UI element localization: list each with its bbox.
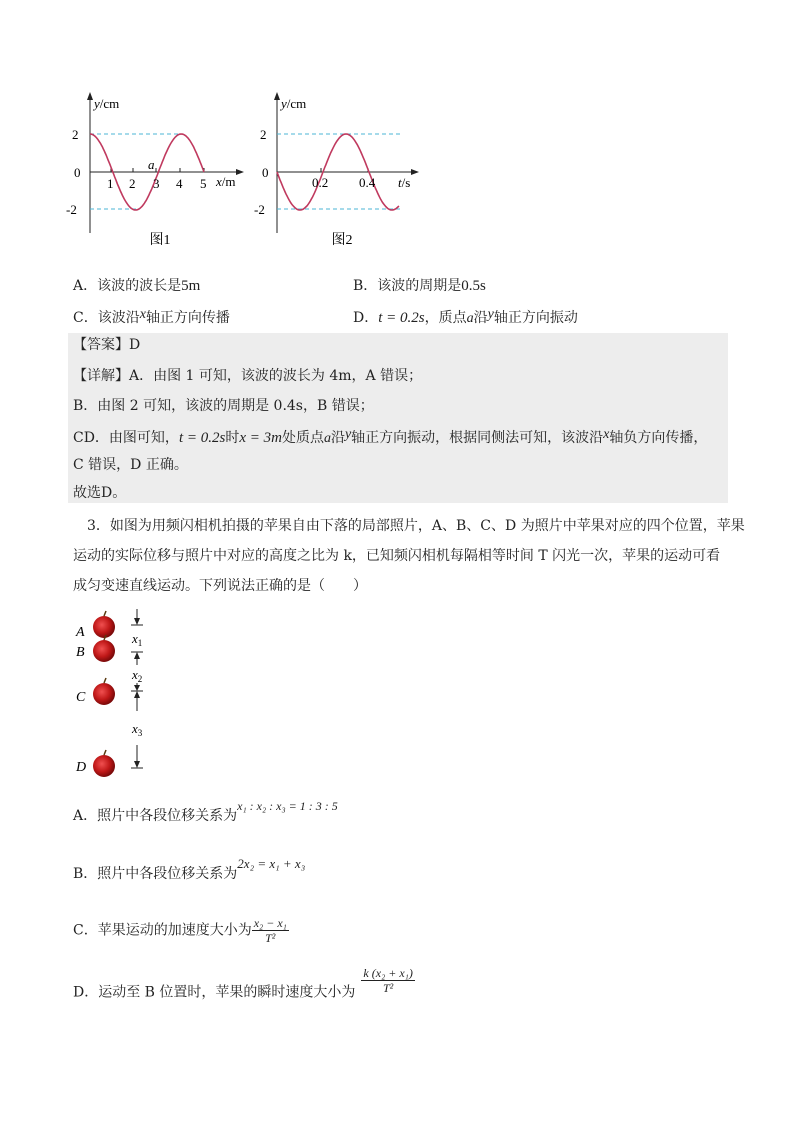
q3-option-c-denominator: T²: [265, 931, 276, 945]
q2-option-b-text: B．该波的周期是: [353, 278, 462, 294]
detail-3-xvar: x: [603, 427, 610, 442]
q3-option-a-formula: x₁ : x₂ : x₃ = 1 : 3 : 5: [237, 799, 338, 813]
label-x2: $x_2$: [132, 667, 143, 684]
q2-option-a: [73, 276, 200, 296]
figure-2: [250, 88, 450, 248]
fig2-ytick-2: 2: [260, 127, 267, 142]
fig1-ytick-0: 0: [74, 165, 81, 180]
fig1-y-arrow: [87, 92, 93, 100]
label-d: D: [76, 760, 87, 775]
fig2-x-arrow: [411, 169, 419, 175]
apple-a: [93, 611, 115, 638]
fig1-xtick-4: 4: [176, 176, 183, 191]
fig2-ytick-0: 0: [262, 165, 269, 180]
fig1-point-a: a: [148, 157, 155, 172]
q2-option-d-text1: ，质点: [424, 310, 467, 326]
fig2-caption: 图2: [331, 233, 353, 248]
q2-option-d-label: D．: [353, 310, 379, 326]
q2-option-a-value: 5m: [181, 278, 201, 294]
q3-option-b-formula: 2x₂ = x₁ + x₃: [237, 856, 306, 871]
q2-option-d-time: t = 0.2s: [378, 310, 425, 326]
detail-3-yvar: y: [344, 427, 352, 442]
apple-c: [93, 678, 115, 705]
label-x1: $x_1$: [132, 631, 143, 648]
detail-3-a: CD．由图可知，: [73, 430, 179, 446]
apple-b: [93, 635, 115, 662]
q3-option-c-text: C．苹果运动的加速度大小为: [73, 922, 252, 939]
q2-option-d-text2: 沿: [473, 310, 488, 326]
fig1-ytick-2: 2: [72, 127, 79, 142]
fig2-y-arrow: [274, 92, 280, 100]
fig1-xtick-1: 1: [107, 176, 114, 191]
q3-option-c: [73, 916, 289, 945]
detail-3-d: 沿: [330, 430, 345, 446]
q3-option-d-denominator: T²: [382, 981, 394, 995]
detail-3-e: 轴正方向振动，根据同侧法可知，该波沿: [351, 430, 604, 446]
label-x3: $x_3$: [132, 721, 143, 738]
detail-3-f: 轴负方向传播，: [609, 430, 708, 446]
q3-stem-line-1: 3．如图为用频闪相机拍摄的苹果自由下落的局部照片，A、B、C、D 为照片中苹果对应的四个位置，苹果: [87, 518, 745, 534]
detail-line-3: [73, 425, 707, 449]
answer-line: 【答案】D: [73, 337, 141, 353]
apple-diagram: [70, 605, 170, 785]
detail-line-1: 【详解】A．由图 1 可知，该波的波长为 4m，A 错误；: [73, 368, 423, 384]
detail-3-b: 时: [225, 430, 240, 446]
q2-option-c: [73, 305, 230, 328]
q3-stem-line-3: 成匀变速直线运动。下列说法正确的是（ ）: [73, 578, 367, 594]
q2-option-b-value: 0.5s: [461, 278, 486, 294]
q3-option-d-numerator: k (x₂ + x₁): [363, 966, 413, 980]
label-a: A: [76, 625, 85, 640]
fig1-xtick-5: 5: [200, 176, 207, 191]
fig1-x-arrow: [236, 169, 244, 175]
fig1-xtick-2: 2: [129, 176, 136, 191]
q2-option-c-var: x: [139, 307, 146, 322]
q2-option-b: [353, 276, 486, 296]
fig2-xlabel: t/s: [398, 175, 411, 190]
q3-option-d-fraction: [361, 966, 414, 995]
fig1-caption: 图1: [149, 233, 171, 248]
q3-option-a-text: A．照片中各段位移关系为: [73, 808, 238, 824]
q2-option-a-text: A．该波的波长是: [73, 278, 182, 294]
q3-option-b-text: B．照片中各段位移关系为: [73, 866, 238, 882]
q2-option-d-suffix: 轴正方向振动: [493, 310, 578, 326]
fig1-ytick-neg2: -2: [66, 202, 77, 217]
apple-d: [93, 750, 115, 777]
q3-option-d: [73, 966, 415, 1007]
q2-option-c-suffix: 轴正方向传播: [145, 310, 230, 326]
fig1-xlabel: x/m: [216, 174, 236, 189]
q3-stem-line-2: 运动的实际位移与照片中对应的高度之比为 k，已知频闪相机每隔相等时间 T 闪光一次，苹果的运动可看: [73, 548, 721, 564]
detail-3-time: t = 0.2s: [178, 430, 226, 446]
detail-line-2: B．由图 2 可知，该波的周期是 0.4s，B 错误；: [73, 398, 374, 414]
q3-option-c-fraction: [252, 916, 289, 945]
fig2-ytick-neg2: -2: [254, 202, 265, 217]
q3-option-b: [73, 856, 306, 884]
detail-3-position: x = 3m: [239, 430, 282, 446]
q2-option-c-text: C．该波沿: [73, 310, 140, 326]
fig1-xtick-3: 3: [153, 176, 160, 191]
detail-line-4: C 错误，D 正确。: [73, 457, 188, 473]
figure-1: [60, 88, 260, 248]
detail-line-5: 故选D。: [73, 485, 127, 501]
fig2-xtick-02: 0.2: [312, 175, 329, 190]
q2-option-d-yvar: y: [487, 307, 494, 322]
fig2-xtick-04: 0.4: [359, 175, 376, 190]
detail-3-point: a: [323, 431, 331, 446]
q3-option-c-numerator: x₂ − x₁: [253, 916, 287, 930]
detail-3-c: 处质点: [281, 430, 324, 446]
q2-option-d: [353, 305, 578, 329]
fig2-ylabel: y/cm: [281, 96, 307, 111]
q3-option-d-text: D．运动至 B 位置时，苹果的瞬时速度大小为: [73, 984, 356, 1001]
q2-option-d-point: a: [466, 311, 474, 326]
label-b: B: [76, 645, 85, 660]
answer-box: [68, 333, 728, 503]
fig1-ylabel: y/cm: [94, 96, 120, 111]
q3-option-a: [73, 799, 338, 826]
label-c: C: [76, 690, 86, 705]
